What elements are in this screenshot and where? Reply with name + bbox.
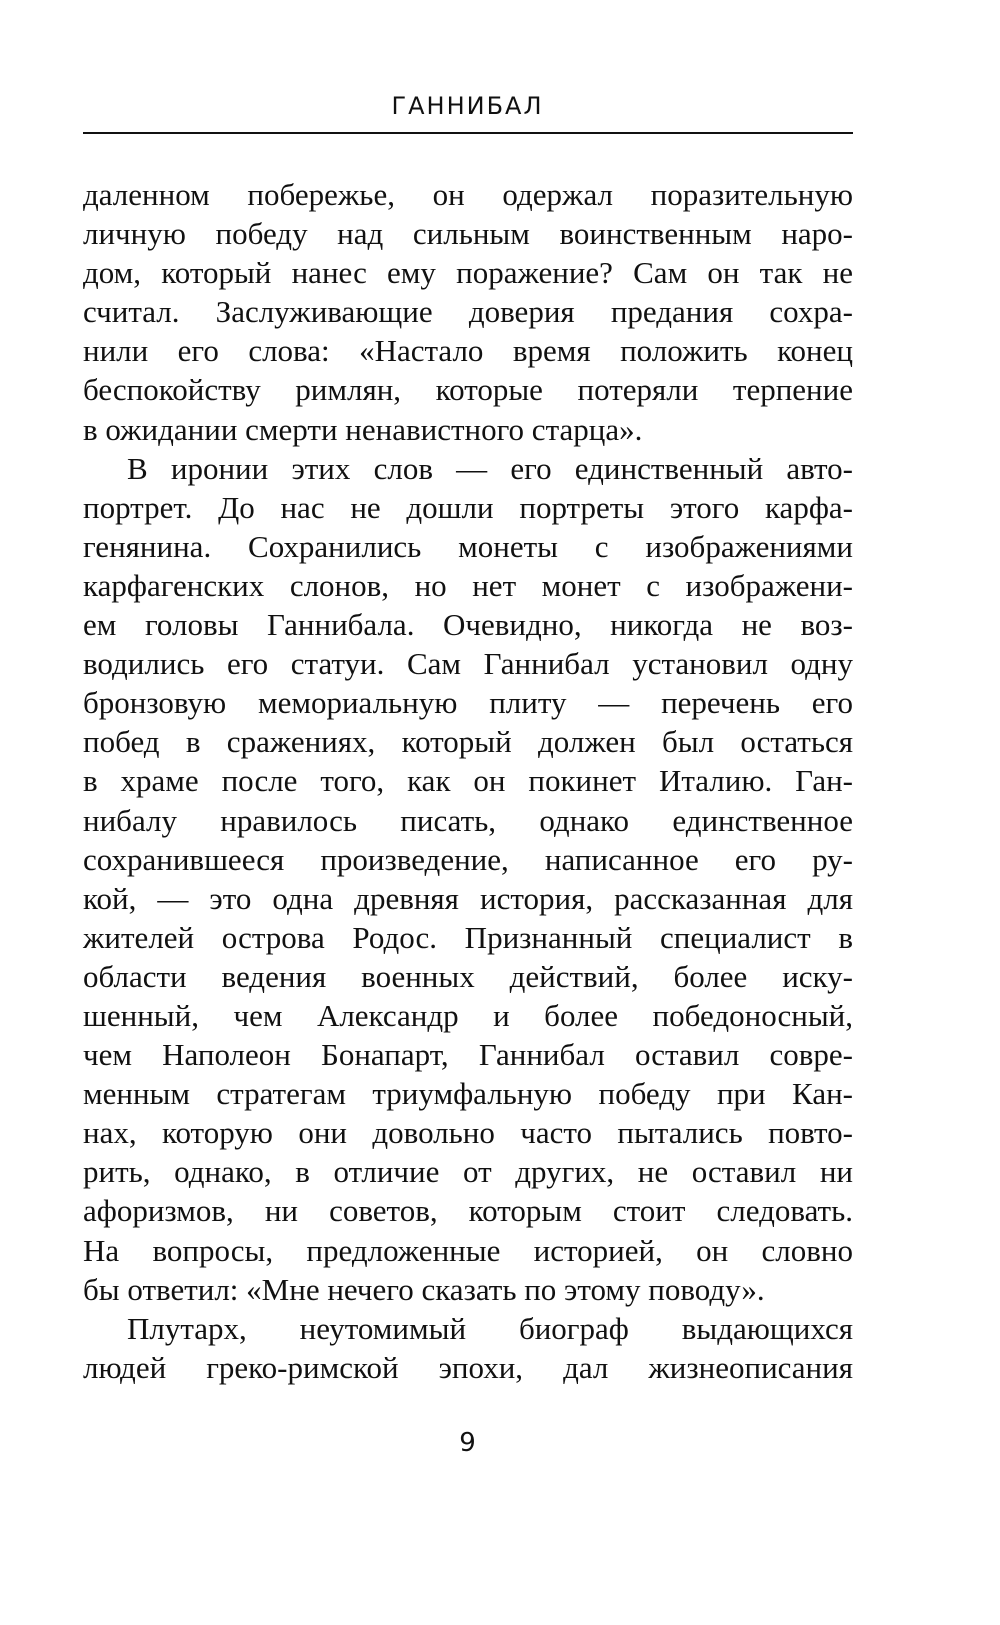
text-line: области ведения военных действий, более иску- xyxy=(83,958,853,994)
text-line: в ожидании смерти ненавистного старца». xyxy=(83,411,643,447)
text-line: нах, которую они довольно часто пытались повто- xyxy=(83,1115,853,1151)
text-line: чем Наполеон Бонапарт, Ганнибал оставил совре- xyxy=(83,1037,853,1073)
text-line: бронзовую мемориальную плиту — перечень его xyxy=(83,685,853,721)
text-line: В иронии этих слов — его единственный авто- xyxy=(127,450,853,486)
text-line: генянина. Сохранились монеты с изображениями xyxy=(83,528,853,564)
text-line: дом, который нанес ему поражение? Сам он так не xyxy=(83,255,853,291)
text-line: побед в сражениях, который должен был остаться xyxy=(83,724,853,760)
text-line: людей греко-римской эпохи, дал жизнеописания xyxy=(83,1349,853,1385)
text-line: карфагенских слонов, но нет монет с изображени- xyxy=(83,567,853,603)
text-line: беспокойству римлян, которые потеряли терпение xyxy=(83,372,853,408)
text-line: афоризмов, ни советов, которым стоит следовать. xyxy=(83,1193,853,1229)
text-line: портрет. До нас не дошли портреты этого карфа- xyxy=(83,489,853,525)
text-line: водились его статуи. Сам Ганнибал установил одну xyxy=(83,646,853,682)
text-line: сохранившееся произведение, написанное его ру- xyxy=(83,841,853,877)
text-line: в храме после того, как он покинет Италию. Ган- xyxy=(83,763,853,799)
page-body-text xyxy=(83,175,853,1387)
text-line: На вопросы, предложенные историей, он словно xyxy=(83,1232,853,1268)
page-number: 9 xyxy=(459,1428,476,1458)
text-line: нили его слова: «Настало время положить конец xyxy=(83,333,853,369)
running-header: ГАННИБАЛ xyxy=(391,92,544,120)
text-line: кой, — это одна древняя история, рассказанная для xyxy=(83,880,853,916)
text-line: бы ответил: «Мне нечего сказать по этому поводу». xyxy=(83,1271,765,1307)
text-line: Плутарх, неутомимый биограф выдающихся xyxy=(127,1310,853,1346)
header-rule xyxy=(83,132,853,134)
text-line: личную победу над сильным воинственным наро- xyxy=(83,216,853,252)
text-line: ем головы Ганнибала. Очевидно, никогда не воз- xyxy=(83,607,853,643)
text-line: считал. Заслуживающие доверия предания сохра- xyxy=(83,294,853,330)
text-line: шенный, чем Александр и более победоносный, xyxy=(83,997,853,1033)
text-line: даленном побережье, он одержал поразительную xyxy=(83,177,853,212)
text-line: жителей острова Родос. Признанный специалист в xyxy=(83,919,853,955)
text-line: нибалу нравилось писать, однако единственное xyxy=(83,802,853,838)
text-line: менным стратегам триумфальную победу при Кан- xyxy=(83,1076,853,1112)
text-line: рить, однако, в отличие от других, не оставил ни xyxy=(83,1154,853,1190)
